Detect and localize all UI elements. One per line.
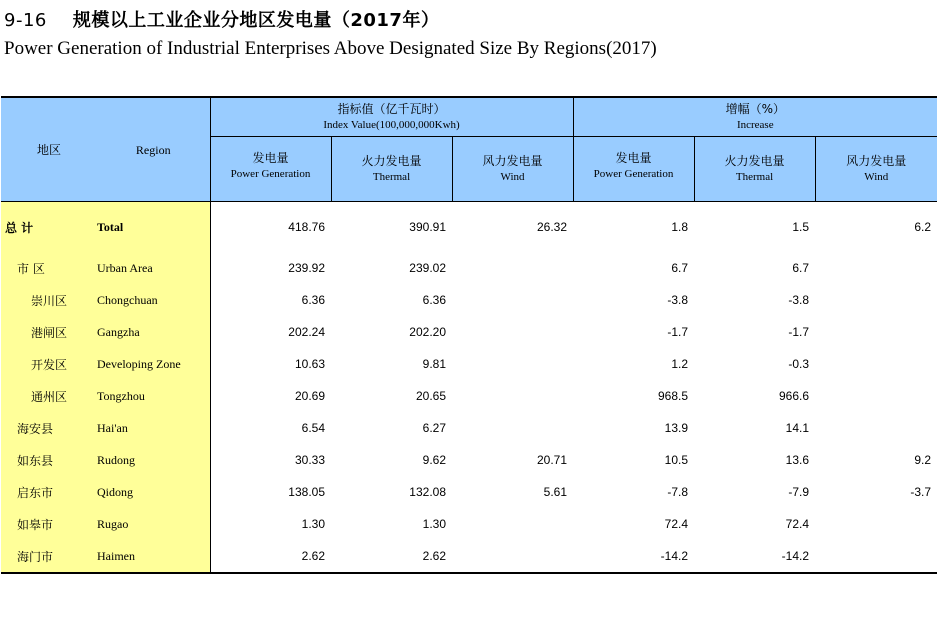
wind-value: 20.71 xyxy=(536,453,568,467)
thermal-increase-value: 1.5 xyxy=(792,220,810,234)
power-increase-value: 13.9 xyxy=(664,421,689,435)
thermal-value: 1.30 xyxy=(422,517,446,531)
header-increase-group: 增幅（%） Increase xyxy=(573,97,937,137)
power-generation-value: 10.63 xyxy=(294,357,325,371)
power-generation-value: 202.24 xyxy=(288,325,325,339)
header-wind: 风力发电量 Wind xyxy=(452,137,573,202)
region-name-en: Rudong xyxy=(97,444,210,476)
table-row xyxy=(1,380,937,412)
title-zh-text: 规模以上工业企业分地区发电量（2017年） xyxy=(72,10,440,31)
power-increase-value: -14.2 xyxy=(573,540,694,573)
region-name-en: Gangzha xyxy=(97,316,210,348)
region-name-en: Urban Area xyxy=(97,252,210,284)
wind-increase-value: 6.2 xyxy=(914,220,932,234)
region-name-zh: 总 计 xyxy=(1,202,97,253)
power-increase-value: -1.7 xyxy=(667,325,689,339)
power-increase-value: 10.5 xyxy=(664,453,689,467)
wind-increase-value: -3.7 xyxy=(910,485,932,499)
wind-value: 26.32 xyxy=(536,220,568,234)
region-name-zh: 如皋市 xyxy=(1,508,97,540)
wind-increase-value: 9.2 xyxy=(914,453,932,467)
region-name-zh: 如东县 xyxy=(1,444,97,476)
wind-value xyxy=(452,540,573,573)
thermal-increase-value: -14.2 xyxy=(694,540,815,573)
power-generation-value: 2.62 xyxy=(210,540,331,573)
power-increase-value: 1.2 xyxy=(671,357,689,371)
power-increase-value: 968.5 xyxy=(657,389,689,403)
wind-value xyxy=(452,508,573,540)
power-increase-value: -3.8 xyxy=(667,293,689,307)
power-generation-value: 418.76 xyxy=(288,220,325,234)
wind-increase-value xyxy=(815,508,937,540)
wind-increase-value xyxy=(815,380,937,412)
table-row xyxy=(1,476,937,508)
thermal-value: 2.62 xyxy=(331,540,452,573)
wind-increase-value xyxy=(815,412,937,444)
header-index-value-group: 指标值（亿千瓦时） Index Value(100,000,000Kwh) xyxy=(210,97,573,137)
wind-value: 5.61 xyxy=(543,485,568,499)
region-name-en: Hai'an xyxy=(97,412,210,444)
wind-value xyxy=(452,412,573,444)
region-name-zh: 市 区 xyxy=(1,252,97,284)
wind-value xyxy=(452,252,573,284)
header-increase-power-generation: 发电量 Power Generation xyxy=(573,137,694,202)
data-table xyxy=(1,96,937,574)
table-row xyxy=(1,540,937,573)
table-row xyxy=(1,348,937,380)
power-increase-value: 72.4 xyxy=(664,517,689,531)
region-name-zh: 港闸区 xyxy=(1,316,97,348)
wind-increase-value xyxy=(815,284,937,316)
page-title-zh xyxy=(4,6,439,32)
header-power-generation: 发电量 Power Generation xyxy=(210,137,331,202)
thermal-increase-value: 6.7 xyxy=(792,261,810,275)
header-increase-thermal: 火力发电量 Thermal xyxy=(694,137,815,202)
wind-value xyxy=(452,348,573,380)
power-generation-value: 239.92 xyxy=(288,261,325,275)
header-increase-wind: 风力发电量 Wind xyxy=(815,137,937,202)
thermal-value: 390.91 xyxy=(409,220,446,234)
wind-increase-value xyxy=(815,540,937,573)
thermal-increase-value: -1.7 xyxy=(788,325,810,339)
wind-value xyxy=(452,316,573,348)
power-generation-value: 1.30 xyxy=(301,517,325,531)
table-number: 9-16 xyxy=(4,10,47,31)
thermal-increase-value: -3.8 xyxy=(788,293,810,307)
thermal-value: 132.08 xyxy=(409,485,446,499)
thermal-increase-value: -7.9 xyxy=(788,485,810,499)
region-name-en: Total xyxy=(97,202,210,253)
power-generation-value: 138.05 xyxy=(288,485,325,499)
region-name-zh: 启东市 xyxy=(1,476,97,508)
table-row-total xyxy=(1,202,937,253)
power-generation-value: 20.69 xyxy=(294,389,325,403)
region-name-zh: 通州区 xyxy=(1,380,97,412)
thermal-increase-value: 14.1 xyxy=(785,421,810,435)
region-name-zh: 海安县 xyxy=(1,412,97,444)
thermal-value: 9.62 xyxy=(422,453,446,467)
region-name-zh: 海门市 xyxy=(1,540,97,573)
thermal-increase-value: -0.3 xyxy=(788,357,810,371)
power-increase-value: 6.7 xyxy=(671,261,689,275)
power-generation-value: 30.33 xyxy=(294,453,325,467)
wind-increase-value xyxy=(815,348,937,380)
region-name-en: Haimen xyxy=(97,540,210,573)
region-name-en: Rugao xyxy=(97,508,210,540)
region-name-zh: 崇川区 xyxy=(1,284,97,316)
table-row xyxy=(1,508,937,540)
power-increase-value: 1.8 xyxy=(671,220,689,234)
region-name-zh: 开发区 xyxy=(1,348,97,380)
table-row xyxy=(1,284,937,316)
thermal-value: 6.27 xyxy=(422,421,446,435)
header-region-zh: 地区 xyxy=(1,97,97,202)
power-generation-value: 6.36 xyxy=(301,293,325,307)
page-title-en: Power Generation of Industrial Enterprises Above Designated Size By Regions(2017) xyxy=(4,38,657,59)
thermal-increase-value: 13.6 xyxy=(785,453,810,467)
thermal-value: 20.65 xyxy=(415,389,446,403)
region-name-en: Developing Zone xyxy=(97,348,210,380)
thermal-value: 6.36 xyxy=(422,293,446,307)
region-name-en: Chongchuan xyxy=(97,284,210,316)
thermal-increase-value: 966.6 xyxy=(778,389,810,403)
table-row xyxy=(1,316,937,348)
wind-value xyxy=(452,380,573,412)
power-generation-value: 6.54 xyxy=(301,421,325,435)
table-row xyxy=(1,412,937,444)
header-region-en: Region xyxy=(97,97,210,202)
thermal-increase-value: 72.4 xyxy=(785,517,810,531)
table-row xyxy=(1,252,937,284)
power-increase-value: -7.8 xyxy=(667,485,689,499)
thermal-value: 239.02 xyxy=(409,261,446,275)
wind-increase-value xyxy=(815,252,937,284)
header-thermal: 火力发电量 Thermal xyxy=(331,137,452,202)
region-name-en: Qidong xyxy=(97,476,210,508)
wind-value xyxy=(452,284,573,316)
thermal-value: 202.20 xyxy=(409,325,446,339)
region-name-en: Tongzhou xyxy=(97,380,210,412)
wind-increase-value xyxy=(815,316,937,348)
table-row xyxy=(1,444,937,476)
thermal-value: 9.81 xyxy=(422,357,446,371)
